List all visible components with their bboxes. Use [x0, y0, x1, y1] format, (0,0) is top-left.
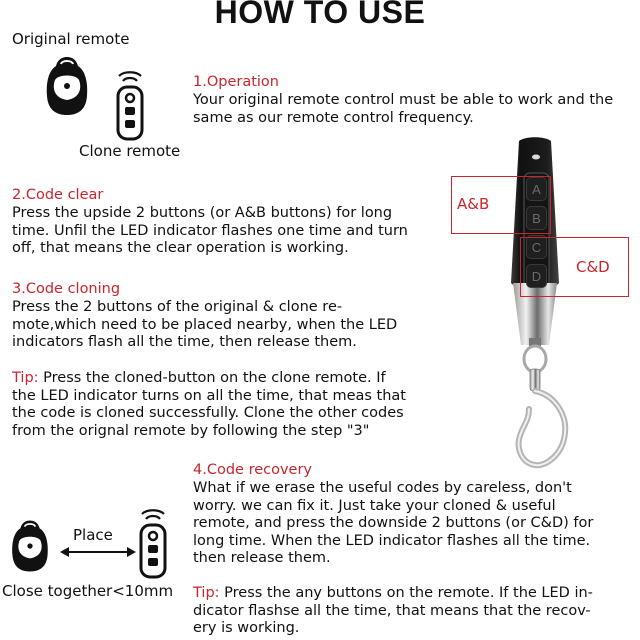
tip2-first-text: Press the any buttons on the remote. If the LED in-: [219, 585, 593, 601]
remote-button-c: C: [526, 235, 547, 259]
remote-button-d: D: [526, 264, 547, 288]
cd-tag: C&D: [576, 258, 610, 276]
step2-line: Press the upside 2 buttons (or A&B buttons) for long: [12, 205, 393, 221]
step2-line: time. Unfil the LED indicator flashes one time and turn: [12, 222, 408, 239]
step1-heading: 1.Operation: [193, 74, 279, 90]
tip1-line: the code is cloned successfully. Clone the other codes: [12, 405, 404, 421]
tip2-line: ery is working.: [193, 620, 300, 636]
step1-text: [193, 92, 613, 127]
page-title: HOW TO USE: [214, 0, 426, 30]
tip1-first-text: Press the cloned-button on the clone remote. If: [38, 370, 386, 386]
remote-button-b: B: [526, 206, 547, 230]
clone-remote-label: Clone remote: [79, 142, 181, 160]
step2-text: [12, 205, 408, 258]
step4-line: worry. we can fix it. Just take your cloned & useful: [193, 497, 556, 514]
step3-heading: 3.Code cloning: [12, 281, 121, 297]
step2-heading: 2.Code clear: [12, 187, 104, 203]
signal-waves-icon: [142, 510, 164, 519]
tip1-text: [12, 370, 406, 440]
step4-text: [193, 480, 593, 568]
step3-text: [12, 299, 397, 352]
tip2-first-line: [193, 585, 593, 603]
step3-line: mote,which need to be placed nearby, when the LED: [12, 316, 398, 333]
step3-line: Press the 2 buttons of the original & clone re-: [12, 299, 343, 315]
tip1-first-line: [12, 370, 406, 388]
tip1-line: the LED indicator turns on all the time, that meas that: [12, 387, 406, 404]
step4-line: long time. When the LED indicator flashes all the time.: [193, 532, 591, 549]
signal-waves-icon: [119, 72, 141, 81]
step1-line: same as our remote control frequency.: [193, 109, 474, 126]
step4-heading: 4.Code recovery: [193, 462, 313, 478]
tip1-label: Tip:: [12, 370, 39, 386]
ab-tag: A&B: [457, 195, 490, 213]
step4-line: remote, and press the downside 2 buttons (or C&D) for: [193, 515, 594, 531]
clone-remote-icon: [136, 510, 170, 580]
tip2-line: dicator flashse all the time, that means that the recov-: [193, 602, 591, 619]
double-arrow-icon: [60, 546, 136, 558]
original-remote-label: Original remote: [12, 30, 130, 48]
step4-line: What if we erase the useful codes by careless, don't: [193, 480, 572, 496]
tip1-line: from the orignal remote by following the step "3": [12, 422, 370, 439]
step4-line: then release them.: [193, 550, 331, 566]
place-label: Place: [73, 526, 113, 544]
step2-line: off, that means the clear operation is working.: [12, 240, 349, 256]
step1-line: Your original remote control must be able to work and the: [193, 92, 614, 108]
cd-highlight-box: [520, 237, 629, 297]
tip2-label: Tip:: [193, 585, 220, 601]
original-remote-icon: [8, 516, 52, 576]
step3-line: indicators flash all the time, then release them.: [12, 334, 357, 350]
clone-remote-icon: [113, 72, 147, 142]
remote-button-a: A: [526, 177, 547, 201]
close-together-label: Close together<10mm: [2, 582, 174, 600]
original-remote-icon: [42, 54, 92, 118]
tip2-text: [193, 585, 593, 638]
